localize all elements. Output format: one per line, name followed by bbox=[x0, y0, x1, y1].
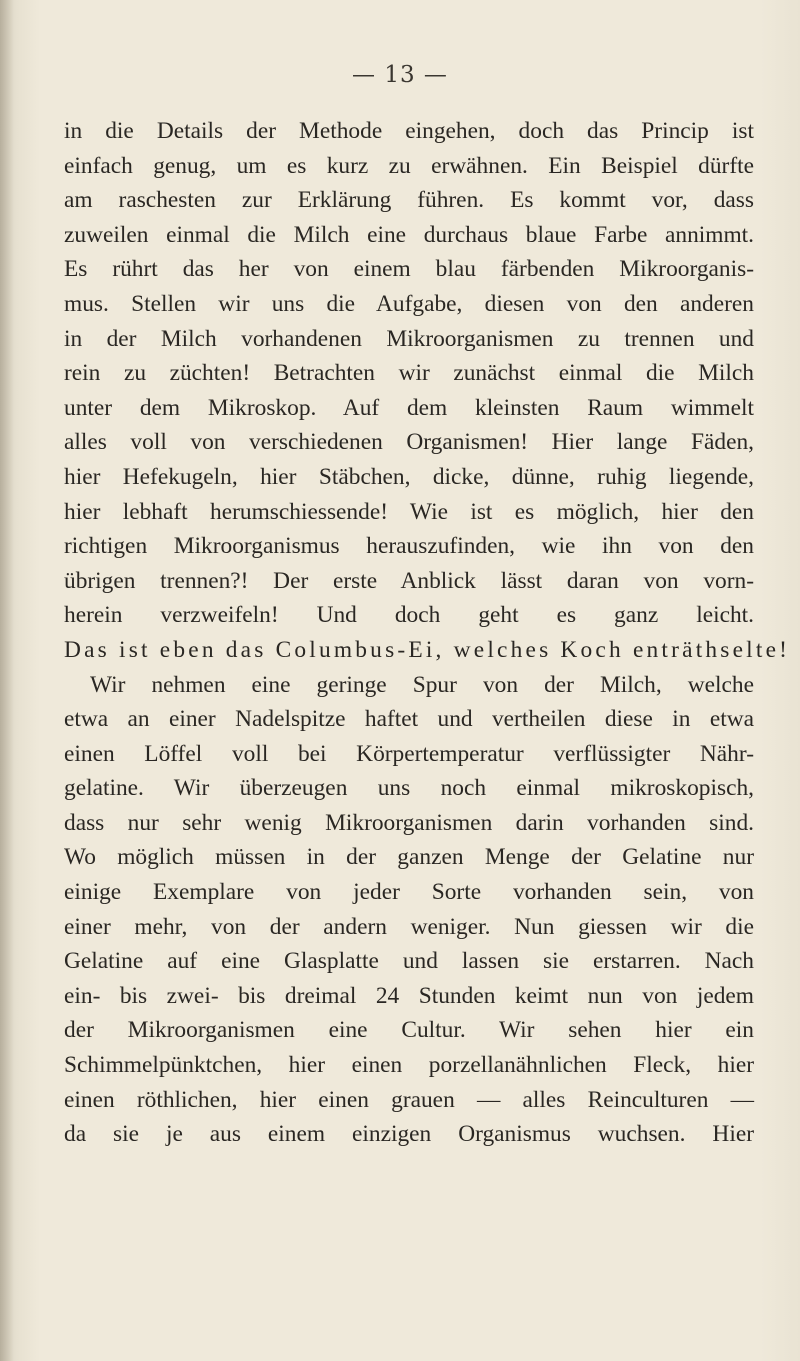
text-line: dass nur sehr wenig Mikroorganismen darin vorhanden sind. bbox=[64, 809, 754, 836]
text-line: mus. Stellen wir uns die Aufgabe, diesen von den anderen bbox=[64, 290, 754, 317]
binding-shadow bbox=[0, 0, 14, 1361]
text-line: etwa an einer Nadelspitze haftet und vertheilen diese in etwa bbox=[64, 706, 754, 733]
text-line: einfach genug, um es kurz zu erwähnen. Ein Beispiel dürfte bbox=[64, 152, 754, 179]
text-segment: herein verzweifeln! Und doch geht es ganz leicht. bbox=[64, 602, 754, 629]
text-line: am raschesten zur Erklärung führen. Es kommt vor, dass bbox=[64, 187, 754, 214]
text-line: gelatine. Wir überzeugen uns noch einmal mikroskopisch, bbox=[64, 775, 754, 802]
text-line: richtigen Mikroorganismus herauszufinden, wie ihn von den bbox=[64, 533, 754, 560]
text-line: einige Exemplare von jeder Sorte vorhanden sein, von bbox=[64, 879, 754, 906]
text-line: in die Details der Methode eingehen, doch das Princip ist bbox=[64, 118, 754, 144]
text-line: Schimmelpünktchen, hier einen porzellanähnlichen Fleck, hier bbox=[64, 1052, 754, 1079]
text-line: zuweilen einmal die Milch eine durchaus blaue Farbe annimmt. bbox=[64, 221, 754, 248]
text-line: einer mehr, von der andern weniger. Nun giessen wir die bbox=[64, 913, 754, 940]
text-line: übrigen trennen?! Der erste Anblick lässt daran von vorn- bbox=[64, 567, 754, 594]
text-line: rein zu züchten! Betrachten wir zunächst einmal die Milch bbox=[64, 360, 754, 387]
text-line: Gelatine auf eine Glasplatte und lassen sie erstarren. Nach bbox=[64, 948, 754, 975]
text-line: Wir nehmen eine geringe Spur von der Milch, welche bbox=[90, 671, 754, 698]
text-line: hier Hefekugeln, hier Stäbchen, dicke, dünne, ruhig liegende, bbox=[64, 463, 754, 490]
text-line: Es rührt das her von einem blau färbenden Mikroorganis- bbox=[64, 256, 754, 283]
paragraph-2 bbox=[64, 668, 754, 1152]
page-number: — 13 — bbox=[352, 62, 448, 88]
text-line: einen röthlichen, hier einen grauen — alles Reinculturen — bbox=[64, 1086, 754, 1113]
text-line: alles voll von verschiedenen Organismen! Hier lange Fäden, bbox=[64, 429, 754, 456]
text-line: ein- bis zwei- bis dreimal 24 Stunden keimt nun von jedem bbox=[64, 982, 754, 1009]
text-line-spaced: Das ist eben das Columbus-Ei, welches Koch enträthselte! bbox=[64, 636, 791, 663]
body-text bbox=[64, 114, 791, 1152]
paragraph-1 bbox=[64, 114, 791, 668]
text-line: einen Löffel voll bei Körpertemperatur verflüssigter Nähr- bbox=[64, 740, 754, 767]
text-line: da sie je aus einem einzigen Organismus wuchsen. Hier bbox=[64, 1121, 754, 1148]
text-line: Wo möglich müssen in der ganzen Menge der Gelatine nur bbox=[64, 844, 754, 871]
text-line: in der Milch vorhandenen Mikroorganismen zu trennen und bbox=[64, 325, 754, 352]
text-line-emphasis bbox=[64, 598, 754, 633]
text-line: unter dem Mikroskop. Auf dem kleinsten Raum wimmelt bbox=[64, 394, 754, 421]
text-line: der Mikroorganismen eine Cultur. Wir sehen hier ein bbox=[64, 1017, 754, 1044]
text-line: hier lebhaft herumschiessende! Wie ist es möglich, hier den bbox=[64, 498, 754, 525]
